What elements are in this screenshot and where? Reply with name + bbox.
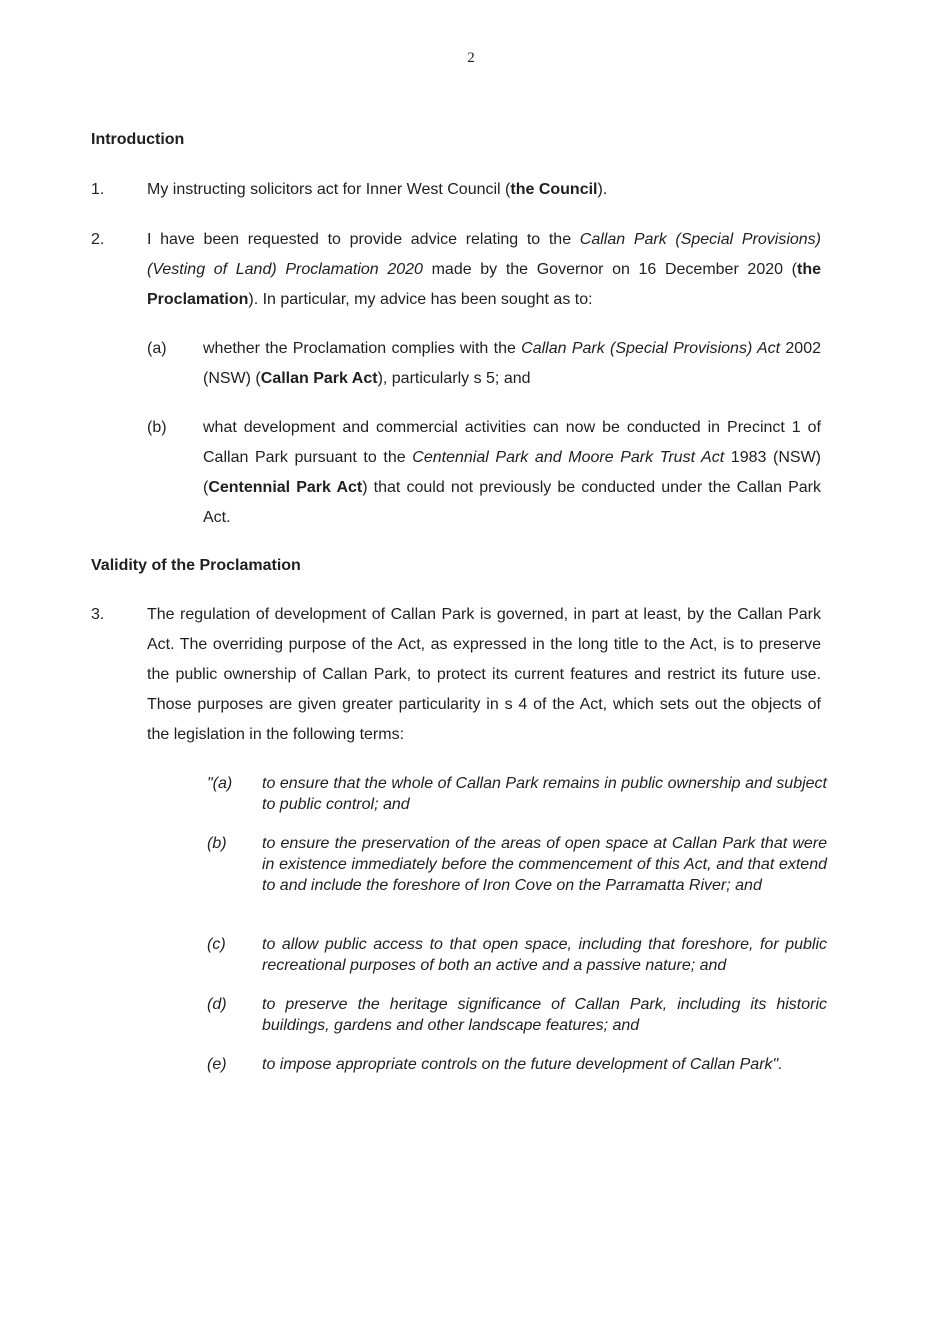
subparagraph-number: (b) <box>147 419 167 436</box>
quote-number: "(a) <box>207 775 233 792</box>
quote-item-e <box>207 1054 827 1075</box>
quote-number: (d) <box>207 996 227 1013</box>
quote-text: to impose appropriate controls on the future development of Callan Park". <box>262 1056 783 1073</box>
text-run: ). <box>597 181 608 198</box>
text-run: what development and commercial activities can now be conducted in Precinct 1 of Callan Park pursuant to the <box>203 419 821 466</box>
quote-text: to preserve the heritage significance of Callan Park, including its historic buildings, gardens and other landscape features; and <box>262 996 827 1034</box>
text-run: ) that could not previously be conducted under the Callan Park Act. <box>203 479 821 526</box>
quote-text: to ensure that the whole of Callan Park remains in public ownership and subject to public control; and <box>262 775 827 813</box>
text-run: made by the Governor on 16 December 2020 ( <box>422 261 798 278</box>
introduction-heading: Introduction <box>91 131 185 148</box>
text-run: 1983 (NSW) ( <box>203 449 822 496</box>
paragraph-2 <box>91 225 821 315</box>
subparagraph-body <box>203 413 821 533</box>
text-run: ), particularly s 5; and <box>377 370 531 387</box>
paragraph-1 <box>91 175 821 205</box>
defined-term: the Proclamation <box>147 261 822 308</box>
validity-heading: Validity of the Proclamation <box>91 557 301 574</box>
quote-text: to ensure the preservation of the areas of open space at Callan Park that were in existence immediately before the commencement of this Act, and that extend to and include the foreshore of Iron Cove on the Parramatta River; and <box>262 835 827 894</box>
paragraph-number: 2. <box>91 231 105 248</box>
quote-item-d <box>207 994 827 1036</box>
subparagraph-body <box>203 334 821 394</box>
paragraph-number: 1. <box>91 181 105 198</box>
act-title: Callan Park (Special Provisions) Act <box>521 340 781 357</box>
paragraph-number: 3. <box>91 606 105 623</box>
text-run: ). In particular, my advice has been sought as to: <box>248 291 593 308</box>
paragraph-body: The regulation of development of Callan Park is governed, in part at least, by the Callan Park Act. The overriding purpose of the Act, as expressed in the long title to the Act, is to preserve the public ownership of Callan Park, to protect its current features and restrict its future use. Those purposes are given greater particularity in s 4 of the Act, which sets out the objects of the legislation in the following terms: <box>147 606 821 743</box>
act-title: Centennial Park and Moore Park Trust Act <box>412 449 725 466</box>
paragraph-body <box>147 175 821 205</box>
instrument-title: Callan Park (Special Provisions) (Vesting of Land) Proclamation 2020 <box>147 231 822 278</box>
subparagraph-b <box>147 413 821 533</box>
paragraph-body <box>147 225 821 315</box>
defined-term: Centennial Park Act <box>208 479 363 496</box>
text-run: whether the Proclamation complies with the <box>203 340 522 357</box>
quote-number: (e) <box>207 1056 227 1073</box>
quote-item-a <box>207 773 827 815</box>
quote-item-b <box>207 833 827 896</box>
quote-text: to allow public access to that open space, including that foreshore, for public recreational purposes of both an active and a passive nature; and <box>262 936 827 974</box>
quote-item-c <box>207 934 827 976</box>
subparagraph-number: (a) <box>147 340 167 357</box>
page-number: 2 <box>467 50 475 66</box>
quote-number: (c) <box>207 936 226 953</box>
text-run: I have been requested to provide advice relating to the <box>147 231 580 248</box>
subparagraph-a <box>147 334 821 394</box>
defined-term: the Council <box>510 181 598 198</box>
defined-term: Callan Park Act <box>260 370 378 387</box>
quote-number: (b) <box>207 835 227 852</box>
text-run: 2002 (NSW) ( <box>203 340 821 387</box>
paragraph-3 <box>91 600 821 750</box>
text-run: My instructing solicitors act for Inner West Council ( <box>147 181 511 198</box>
